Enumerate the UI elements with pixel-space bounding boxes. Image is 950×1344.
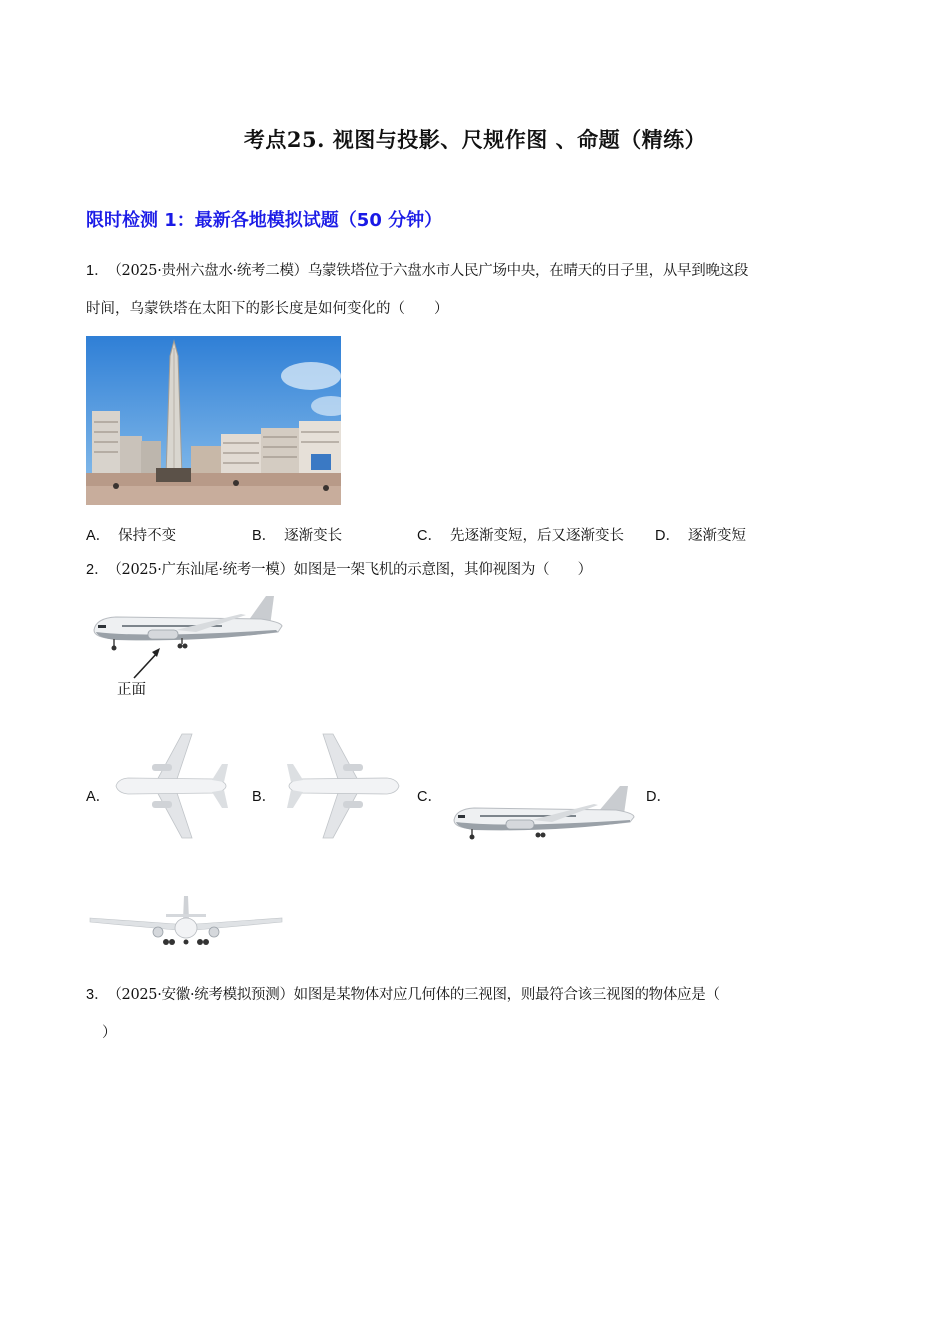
- question-number: 1．: [86, 263, 109, 279]
- question-3-line1: [86, 985, 720, 1005]
- airplane-side-view-c: [448, 782, 638, 842]
- airplane-top-view-b: [283, 726, 403, 846]
- page-title: 考点25. 视图与投影、尺规作图 、命题（精练）: [243, 127, 707, 152]
- question-1-line2: 时间，乌蒙铁塔在太阳下的影长度是如何变化的（ ）: [86, 301, 449, 317]
- question-2-option-b-label: B．: [252, 789, 277, 805]
- question-number: 3．: [86, 987, 109, 1003]
- question-1-option-a: A． 保持不变: [86, 528, 177, 544]
- section-heading: 限时检测 1：最新各地模拟试题（50 分钟）: [86, 210, 443, 231]
- question-2-text: （2025·广东汕尾·统考一模）如图是一架飞机的示意图，其仰视图为（ ）: [114, 562, 592, 578]
- question-3-line2: ）: [102, 1025, 117, 1041]
- front-label: 正面: [117, 682, 146, 698]
- airplane-front-on-view-d: [86, 890, 286, 950]
- question-2-option-d-label: D．: [646, 789, 671, 805]
- question-2-option-a-label: A．: [86, 789, 111, 805]
- question-1-line1: [86, 261, 748, 281]
- question-number: 2．: [86, 562, 109, 578]
- airplane-front-view-figure: [86, 592, 286, 702]
- tower-photo: [86, 336, 341, 505]
- question-1-option-d: D． 逐渐变短: [655, 528, 746, 544]
- airplane-top-view-a: [112, 726, 232, 846]
- question-1-text: （2025·贵州六盘水·统考二模）乌蒙铁塔位于六盘水市人民广场中央，在晴天的日子里，从早到晚这段: [114, 263, 749, 279]
- question-1-option-c: C． 先逐渐变短，后又逐渐变长: [417, 528, 624, 544]
- question-3-text: （2025·安徽·统考模拟预测）如图是某物体对应几何体的三视图，则最符合该三视图的物体应是（: [114, 987, 720, 1003]
- question-2-option-c-label: C．: [417, 789, 442, 805]
- question-2-line1: [86, 560, 592, 580]
- question-1-option-b: B． 逐渐变长: [252, 528, 343, 544]
